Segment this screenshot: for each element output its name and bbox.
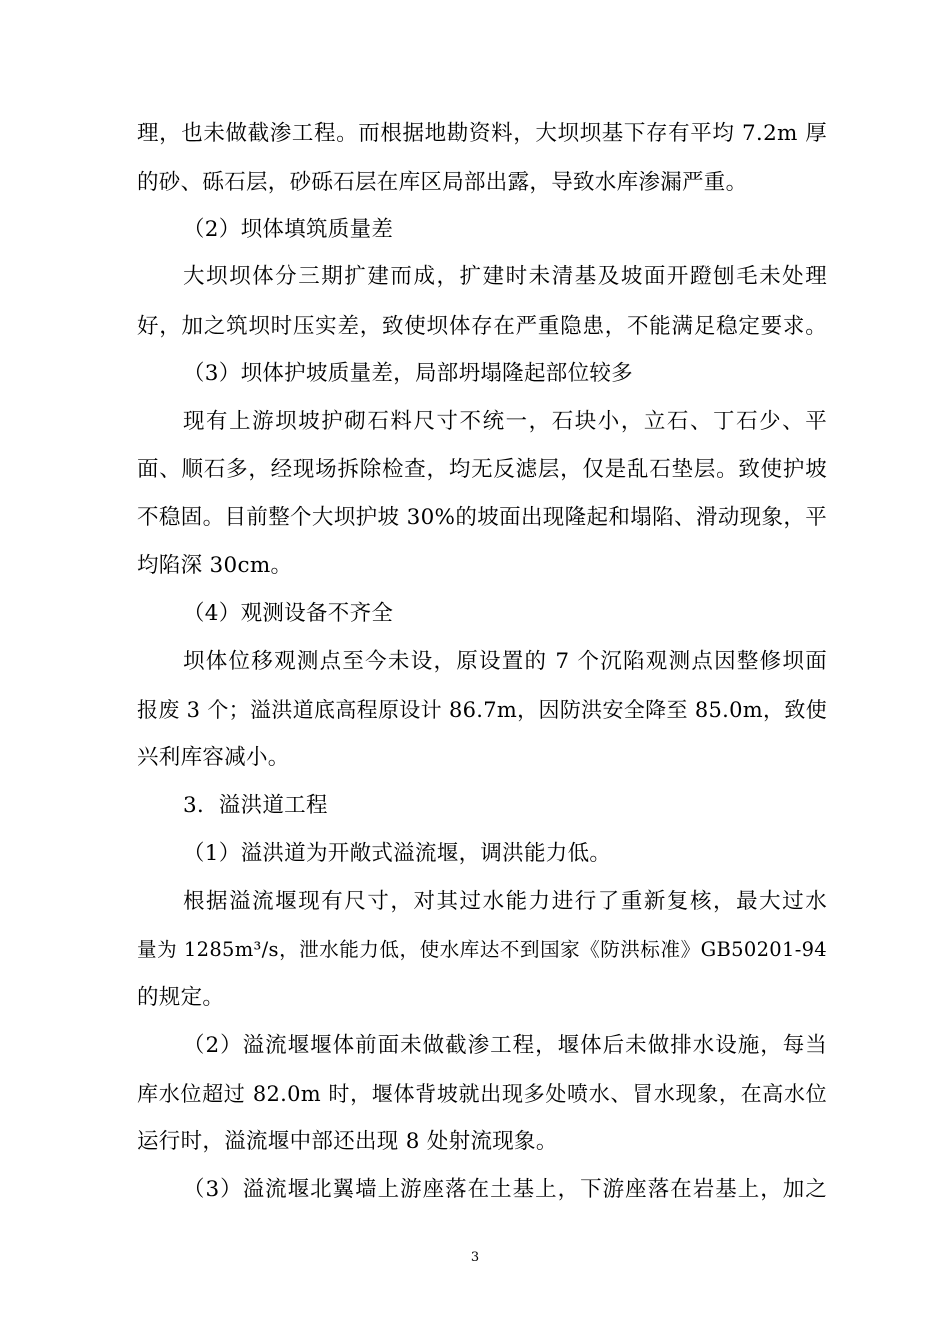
section-heading: （3）坝体护坡质量差，局部坍塌隆起部位较多 xyxy=(183,361,633,386)
body-line: 好，加之筑坝时压实差，致使坝体存在严重隐患，不能满足稳定要求。 xyxy=(137,314,827,339)
body-line: 的砂、砾石层，砂砾石层在库区局部出露，导致水库渗漏严重。 xyxy=(137,170,748,195)
body-line: 库水位超过 82.0m 时，堰体背坡就出现多处喷水、冒水现象，在高水位 xyxy=(137,1082,827,1106)
body-line: 理，也未做截渗工程。而根据地勘资料，大坝坝基下存有平均 7.2m 厚 xyxy=(137,121,827,146)
body-line: 运行时，溢流堰中部还出现 8 处射流现象。 xyxy=(137,1129,558,1154)
body-line: 量为 1285m³/s，泄水能力低，使水库达不到国家《防洪标准》GB50201-94 xyxy=(137,938,827,961)
body-line: （3）溢流堰北翼墙上游座落在土基上，下游座落在岩基上，加之 xyxy=(183,1177,827,1202)
body-line: （2）溢流堰堰体前面未做截渗工程，堰体后未做排水设施，每当 xyxy=(183,1033,827,1058)
body-line: 报废 3 个；溢洪道底高程原设计 86.7m，因防洪安全降至 85.0m，致使 xyxy=(137,698,827,722)
body-line: 大坝坝体分三期扩建而成，扩建时未清基及坡面开蹬刨毛未处理 xyxy=(183,264,827,289)
body-line: 现有上游坝坡护砌石料尺寸不统一，石块小，立石、丁石少、平 xyxy=(183,409,827,434)
body-line: 均陷深 30cm。 xyxy=(137,553,293,578)
body-line: 不稳固。目前整个大坝护坡 30%的坡面出现隆起和塌陷、滑动现象，平 xyxy=(137,505,827,530)
section-heading: （1）溢洪道为开敞式溢流堰，调洪能力低。 xyxy=(183,841,612,866)
body-line: 根据溢流堰现有尺寸，对其过水能力进行了重新复核，最大过水 xyxy=(183,889,827,914)
body-line: 面、顺石多，经现场拆除检查，均无反滤层，仅是乱石垫层。致使护坡 xyxy=(137,457,827,482)
section-heading: 3．溢洪道工程 xyxy=(183,793,328,818)
page-number: 3 xyxy=(470,1250,480,1265)
body-line: 坝体位移观测点至今未设，原设置的 7 个沉陷观测点因整修坝面 xyxy=(183,649,827,674)
section-heading: （4）观测设备不齐全 xyxy=(183,601,394,626)
body-line: 兴利库容减小。 xyxy=(137,745,290,770)
body-line: 的规定。 xyxy=(137,985,225,1010)
section-heading: （2）坝体填筑质量差 xyxy=(183,217,394,242)
